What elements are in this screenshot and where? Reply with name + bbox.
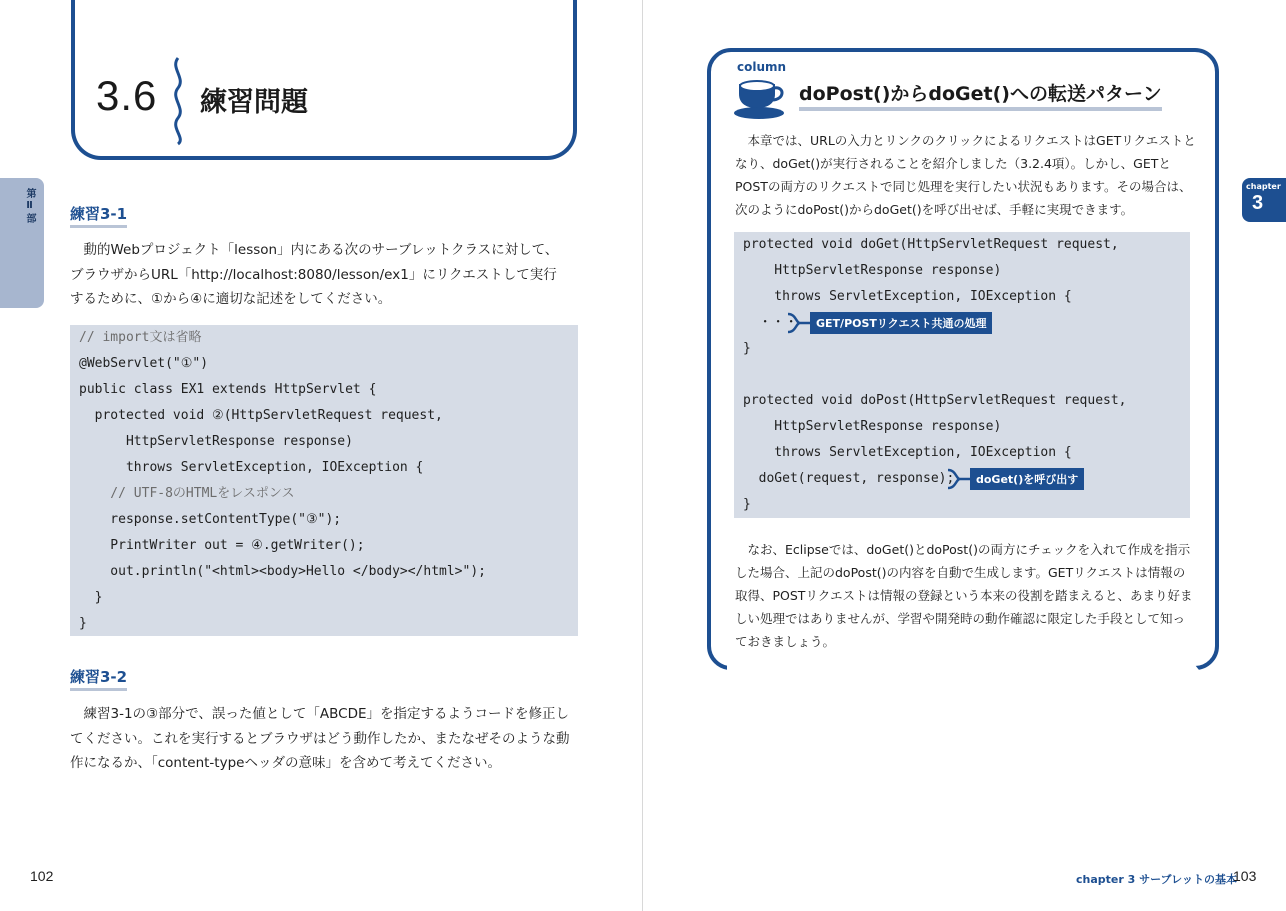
code-line: } bbox=[79, 590, 103, 605]
code-line: throws ServletException, IOException { bbox=[79, 460, 424, 475]
callout-call-label: doGet()を呼び出す bbox=[970, 468, 1084, 490]
column-label: column bbox=[737, 60, 787, 74]
code-line: @WebServlet("①") bbox=[79, 356, 209, 371]
section-title: 練習問題 bbox=[200, 87, 308, 118]
code-line: doGet(request, response); bbox=[743, 471, 955, 486]
column-outro-text: なお、Eclipseでは、doGet()とdoPost()の両方にチェックを入れて作成を指示した場合、上記のdoPost()の内容を自動で生成します。GETリクエストは情報の取得、POSTリクエストは情報の登録という本来の役割を踏まえると、あまり好ましい処理ではありませんが、学習や開発時の動作確認に限定した手段として知っておきましょう。 bbox=[735, 542, 1193, 649]
code-line: HttpServletResponse response) bbox=[743, 419, 1002, 434]
wave-divider-icon bbox=[168, 56, 188, 146]
part-side-tab bbox=[0, 178, 44, 308]
code-line: protected void doGet(HttpServletRequest request, bbox=[743, 237, 1119, 252]
coffee-cup-icon bbox=[733, 76, 789, 120]
code-line: throws ServletException, IOException { bbox=[743, 445, 1072, 460]
code-line: } bbox=[743, 497, 751, 512]
part-side-tab-label: 第Ⅱ部 bbox=[24, 188, 35, 225]
code-line: response.setContentType("③"); bbox=[79, 512, 342, 527]
page-number-left: 102 bbox=[30, 868, 54, 884]
column-title: doPost()からdoGet()への転送パターン bbox=[799, 82, 1162, 111]
code-line: protected void ②(HttpServletRequest request, bbox=[79, 408, 443, 423]
code-line: protected void doPost(HttpServletRequest request, bbox=[743, 393, 1127, 408]
chapter-tab-number: 3 bbox=[1252, 192, 1264, 214]
footer-chapter-title: chapter 3 サーブレットの基本 bbox=[1076, 873, 1238, 886]
callout-call-doget bbox=[944, 468, 1084, 490]
exercise-1-heading: 練習3-1 bbox=[70, 205, 127, 228]
code-line: ・・・ bbox=[743, 315, 798, 330]
code-line: } bbox=[79, 616, 87, 631]
callout-common-processing bbox=[784, 312, 992, 334]
code-line: HttpServletResponse response) bbox=[79, 434, 353, 449]
bracket-icon bbox=[784, 312, 810, 334]
code-line: public class EX1 extends HttpServlet { bbox=[79, 382, 377, 397]
exercise-2-heading: 練習3-2 bbox=[70, 668, 127, 691]
exercise-2-text: 練習3-1の③部分で、誤った値として「ABCDE」を指定するようコードを修正してください。これを実行するとブラウザはどう動作したか、またなぜそのような動作になるか、「content-typeヘッダの意味」を含めて考えてください。 bbox=[70, 706, 570, 771]
bracket-icon bbox=[944, 468, 970, 490]
exercise-1-text: 動的Webプロジェクト「lesson」内にある次のサーブレットクラスに対して、ブラウザからURL「http://localhost:8080/lesson/ex1」にリクエストして実行するために、①から④に適切な記述をしてください。 bbox=[70, 242, 559, 307]
page-number-right: 103 bbox=[1233, 868, 1257, 884]
section-number: 3.6 bbox=[96, 72, 158, 119]
chapter-side-tab bbox=[1242, 178, 1286, 222]
column-code-block bbox=[734, 232, 1190, 518]
callout-common-label: GET/POSTリクエスト共通の処理 bbox=[810, 312, 992, 334]
right-page bbox=[643, 0, 1286, 911]
code-line: HttpServletResponse response) bbox=[743, 263, 1002, 278]
code-line: // UTF-8のHTMLをレスポンス bbox=[79, 486, 295, 501]
column-intro-text: 本章では、URLの入力とリンクのクリックによるリクエストはGETリクエストとなり、doGet()が実行されることを紹介しました（3.2.4項）。しかし、GETとPOSTの両方のリクエストで同じ処理を実行したい状況もあります。その場合は、次のようにdoPost()からdoGet()を呼び出せば、手軽に実現できます。 bbox=[735, 133, 1196, 217]
chapter-tab-label: chapter bbox=[1246, 182, 1281, 191]
code-line: out.println("<html><body>Hello </body></html>"); bbox=[79, 564, 486, 579]
code-line: throws ServletException, IOException { bbox=[743, 289, 1072, 304]
code-line: // import文は省略 bbox=[79, 330, 202, 345]
code-line: PrintWriter out = ④.getWriter(); bbox=[79, 538, 365, 553]
code-line: } bbox=[743, 341, 751, 356]
exercise-1-code-block bbox=[70, 325, 578, 636]
